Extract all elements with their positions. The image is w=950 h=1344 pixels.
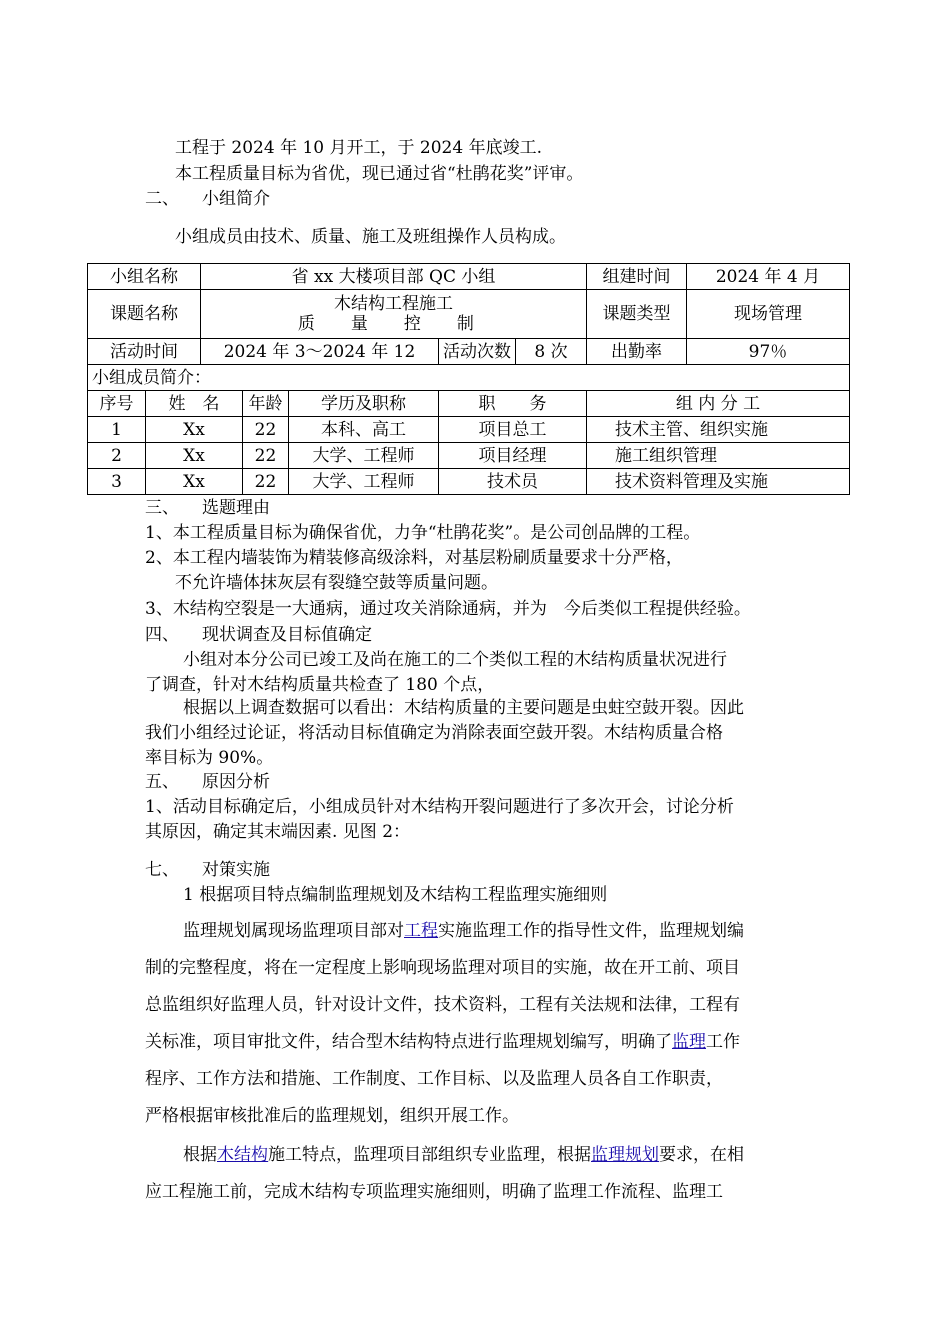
topic-type-value: 现场管理: [687, 290, 850, 339]
topic-type-label: 课题类型: [587, 290, 687, 339]
column-header-position: 职 务: [439, 391, 587, 417]
table-row: [88, 290, 850, 339]
attendance-value: 97％: [687, 339, 850, 365]
plan-paragraph-line-6: 严格根据审核批准后的监理规划，组织开展工作。: [145, 1106, 519, 1126]
cause-paragraph-line-2: 其原因，确定其末端因素. 见图 2：: [145, 822, 411, 842]
reason-item-2-line-1: 2、本工程内墙装饰为精装修高级涂料，对基层粉刷质量要求十分严格，: [145, 548, 683, 568]
intro-line-1: 工程于 2024 年 10 月开工，于 2024 年底竣工.: [175, 138, 542, 158]
column-header-number: 序号: [88, 391, 146, 417]
target-paragraph-line-3: 率目标为 90%。: [145, 748, 274, 768]
detail-paragraph-line-2: 应工程施工前，完成木结构专项监理实施细则，明确了监理工作流程、监理工: [145, 1182, 723, 1202]
topic-label: 课题名称: [88, 290, 201, 339]
member-age: 22: [243, 469, 289, 495]
link-wood-structure[interactable]: 木结构: [217, 1145, 268, 1165]
table-row: [88, 469, 850, 495]
reason-item-1: 1、本工程质量目标为确保省优，力争“杜鹃花奖”。是公司创品牌的工程。: [145, 523, 701, 543]
plan-paragraph-line-3: 总监组织好监理人员，针对设计文件，技术资料，工程有关法规和法律，工程有: [145, 995, 740, 1015]
table-row: [88, 339, 850, 365]
plan-paragraph-line-2: 制的完整程度，将在一定程度上影响现场监理对项目的实施，故在开工前、项目: [145, 958, 740, 978]
qc-group-table: [87, 263, 850, 495]
survey-paragraph-line-1: 小组对本分公司已竣工及尚在施工的二个类似工程的木结构质量状况进行: [183, 650, 727, 670]
member-number: 2: [88, 443, 146, 469]
section-2-description: 小组成员由技术、质量、施工及班组操作人员构成。: [175, 227, 566, 247]
activity-count-label: 活动次数: [439, 339, 516, 365]
group-name-label: 小组名称: [88, 264, 201, 290]
activity-count-value: 8 次: [516, 339, 587, 365]
founded-label: 组建时间: [587, 264, 687, 290]
attendance-label: 出勤率: [587, 339, 687, 365]
section-4-title: 现状调查及目标值确定: [202, 625, 372, 645]
column-header-education: 学历及职称: [289, 391, 439, 417]
table-row: [88, 264, 850, 290]
member-role: 施工组织管理: [587, 443, 850, 469]
member-education: 本科、高工: [289, 417, 439, 443]
table-row: [88, 443, 850, 469]
detail-paragraph-line-1: 根据木结构施工特点，监理项目部组织专业监理，根据监理规划要求，在相: [183, 1145, 744, 1165]
column-header-age: 年龄: [243, 391, 289, 417]
topic-line-2: 质 量 控 制: [297, 314, 490, 334]
member-role: 技术资料管理及实施: [587, 469, 850, 495]
section-3-title: 选题理由: [202, 498, 270, 518]
link-supervision-plan[interactable]: 监理规划: [591, 1145, 659, 1165]
plan-paragraph-line-5: 程序、工作方法和措施、工作制度、工作目标、以及监理人员各自工作职责，: [145, 1069, 723, 1089]
column-header-name: 姓 名: [146, 391, 243, 417]
section-2-title: 小组简介: [202, 189, 270, 209]
topic-line-1: 木结构工程施工: [334, 294, 453, 314]
member-name: Xx: [146, 469, 243, 495]
member-position: 技术员: [439, 469, 587, 495]
section-3-number: 三、: [145, 498, 179, 518]
reason-item-3: 3、木结构空裂是一大通病，通过攻关消除通病，并为 今后类似工程提供经验。: [145, 599, 751, 619]
member-number: 1: [88, 417, 146, 443]
link-supervision[interactable]: 监理: [672, 1032, 706, 1052]
section-2-number: 二、: [145, 189, 179, 209]
member-position: 项目总工: [439, 417, 587, 443]
members-intro: 小组成员简介：: [88, 365, 850, 391]
target-paragraph-line-2: 我们小组经过论证，将活动目标值确定为消除表面空鼓开裂。木结构质量合格: [145, 723, 723, 743]
section-7-subheading: 1 根据项目特点编制监理规划及木结构工程监理实施细则: [183, 885, 608, 905]
member-number: 3: [88, 469, 146, 495]
table-row: [88, 417, 850, 443]
member-name: Xx: [146, 443, 243, 469]
section-5-title: 原因分析: [202, 772, 270, 792]
member-role: 技术主管、组织实施: [587, 417, 850, 443]
member-education: 大学、工程师: [289, 469, 439, 495]
section-7-title: 对策实施: [202, 860, 270, 880]
target-paragraph-line-1: 根据以上调查数据可以看出：木结构质量的主要问题是虫蛀空鼓开裂。因此: [183, 698, 744, 718]
activity-time-label: 活动时间: [88, 339, 201, 365]
plan-paragraph-line-1: 监理规划属现场监理项目部对工程实施监理工作的指导性文件，监理规划编: [183, 921, 744, 941]
section-5-number: 五、: [145, 772, 179, 792]
plan-paragraph-line-4: 关标准，项目审批文件，结合型木结构特点进行监理规划编写，明确了监理工作: [145, 1032, 740, 1052]
member-name: Xx: [146, 417, 243, 443]
founded-value: 2024 年 4 月: [687, 264, 850, 290]
section-4-number: 四、: [145, 625, 179, 645]
survey-paragraph-line-2: 了调查，针对木结构质量共检查了 180 个点，: [145, 675, 495, 695]
intro-line-2: 本工程质量目标为省优，现已通过省“杜鹃花奖”评审。: [175, 164, 584, 184]
table-row: [88, 365, 850, 391]
member-education: 大学、工程师: [289, 443, 439, 469]
group-name-value: 省 xx 大楼项目部 QC 小组: [201, 264, 587, 290]
topic-value: [201, 290, 587, 339]
cause-paragraph-line-1: 1、活动目标确定后，小组成员针对木结构开裂问题进行了多次开会，讨论分析: [145, 797, 734, 817]
activity-time-value: 2024 年 3～2024 年 12: [201, 339, 439, 365]
reason-item-2-line-2: 不允许墙体抹灰层有裂缝空鼓等质量问题。: [175, 573, 498, 593]
member-position: 项目经理: [439, 443, 587, 469]
member-age: 22: [243, 417, 289, 443]
section-7-number: 七、: [145, 860, 179, 880]
member-age: 22: [243, 443, 289, 469]
link-engineering[interactable]: 工程: [404, 921, 438, 941]
column-header-role: 组 内 分 工: [587, 391, 850, 417]
table-header-row: [88, 391, 850, 417]
